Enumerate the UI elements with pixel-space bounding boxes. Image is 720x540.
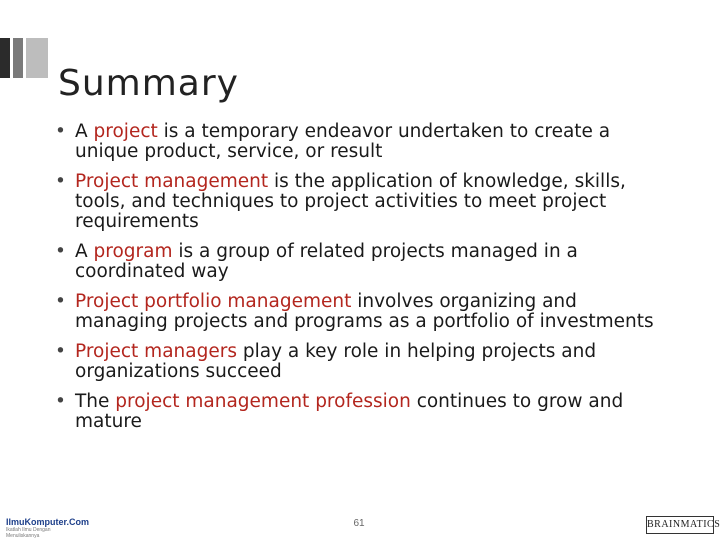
bullet-text-post: is a group of related projects managed in a coordinated way — [75, 241, 578, 282]
accent-bar-light — [26, 38, 48, 78]
summary-bullet-list — [55, 122, 675, 442]
bullet-item — [55, 122, 675, 162]
bullet-text-post: involves organizing and managing projects and programs as a portfolio of investments — [75, 291, 654, 332]
bullet-text-pre: A — [75, 241, 94, 262]
bullet-term: project — [93, 121, 158, 142]
title-accent-bars — [0, 38, 50, 78]
slide-title: Summary — [58, 63, 239, 105]
bullet-item — [55, 392, 675, 432]
bullet-term: Project portfolio management — [75, 291, 352, 312]
bullet-term: Project management — [75, 171, 269, 192]
bullet-item — [55, 292, 675, 332]
bullet-text-post: is a temporary endeavor undertaken to create a unique product, service, or result — [75, 121, 611, 162]
accent-bar-dark — [0, 38, 10, 78]
bullet-item — [55, 172, 675, 232]
bullet-term: Project managers — [75, 341, 237, 362]
accent-bar-mid — [13, 38, 23, 78]
brainmatics-logo: BRAINMATICS — [646, 516, 714, 534]
bullet-term: project management profession — [115, 391, 411, 412]
left-logo-text: IlmuKomputer.Com — [6, 517, 90, 527]
bullet-term: program — [93, 241, 173, 262]
bullet-text-pre: The — [75, 391, 116, 412]
left-logo-tagline: Ikatlah Ilmu Dengan Menuliskannya — [6, 527, 51, 539]
bullet-item — [55, 242, 675, 282]
page-number: 61 — [353, 518, 365, 529]
bullet-text-post: continues to grow and mature — [75, 391, 624, 432]
bullet-text-post: is the application of knowledge, skills, tools, and techniques to project activities to meet project requirements — [75, 171, 626, 232]
bullet-text-post: play a key role in helping projects and organizations succeed — [75, 341, 597, 382]
ilmukomputer-logo — [6, 517, 90, 539]
bullet-item — [55, 342, 675, 382]
bullet-text-pre: A — [75, 121, 94, 142]
